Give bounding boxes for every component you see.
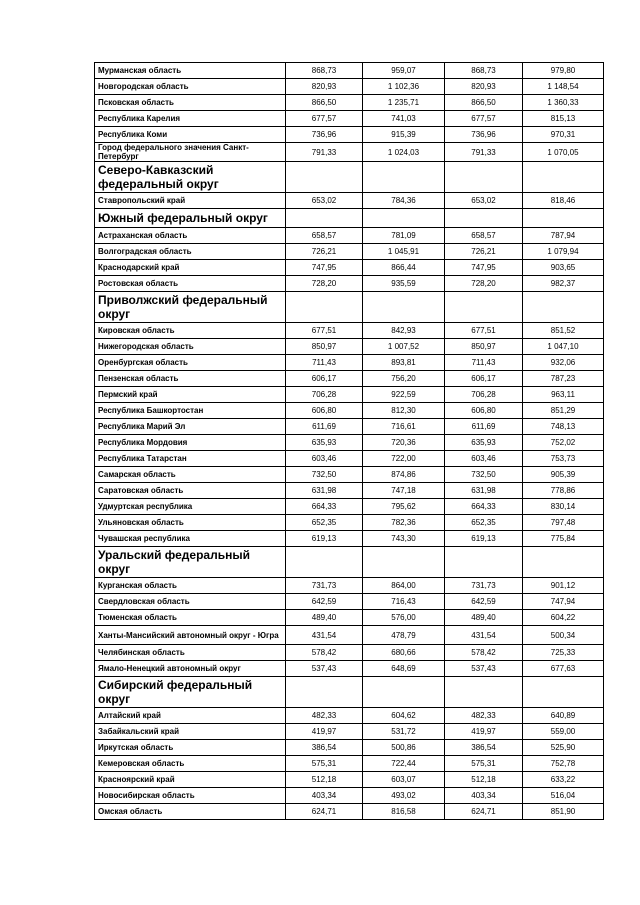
value-cell-4: 1 148,54 [523, 79, 604, 95]
value-cell-3: 578,42 [445, 645, 523, 661]
value-cell-2: 531,72 [363, 724, 445, 740]
region-name: Республика Марий Эл [95, 419, 286, 435]
value-cell-4: 775,84 [523, 531, 604, 547]
value-cell-4: 752,78 [523, 756, 604, 772]
value-cell-1: 652,35 [286, 515, 363, 531]
value-cell-4: 818,46 [523, 193, 604, 209]
value-cell-2 [363, 209, 445, 228]
table-row [95, 63, 604, 79]
region-name: Псковская область [95, 95, 286, 111]
region-name: Тюменская область [95, 610, 286, 626]
value-cell-2: 722,00 [363, 451, 445, 467]
value-cell-2: 935,59 [363, 276, 445, 292]
value-cell-2: 784,36 [363, 193, 445, 209]
value-cell-3: 868,73 [445, 63, 523, 79]
value-cell-4: 982,37 [523, 276, 604, 292]
region-name: Волгоградская область [95, 244, 286, 260]
value-cell-3 [445, 162, 523, 193]
table-row [95, 645, 604, 661]
value-cell-1: 866,50 [286, 95, 363, 111]
region-name: Республика Башкортостан [95, 403, 286, 419]
value-cell-1: 677,57 [286, 111, 363, 127]
value-cell-3 [445, 677, 523, 708]
value-cell-2: 842,93 [363, 323, 445, 339]
value-cell-2: 756,20 [363, 371, 445, 387]
value-cell-3: 677,51 [445, 323, 523, 339]
value-cell-2: 576,00 [363, 610, 445, 626]
value-cell-4: 748,13 [523, 419, 604, 435]
value-cell-1: 747,95 [286, 260, 363, 276]
value-cell-1: 711,43 [286, 355, 363, 371]
value-cell-1 [286, 677, 363, 708]
value-cell-3: 635,93 [445, 435, 523, 451]
value-cell-2: 1 045,91 [363, 244, 445, 260]
value-cell-1 [286, 547, 363, 578]
value-cell-2: 1 024,03 [363, 143, 445, 162]
value-cell-4: 525,90 [523, 740, 604, 756]
region-name: Иркутская область [95, 740, 286, 756]
value-cell-2: 874,86 [363, 467, 445, 483]
value-cell-1: 850,97 [286, 339, 363, 355]
district-name: Уральский федеральный округ [95, 547, 286, 578]
table-row [95, 371, 604, 387]
region-name: Красноярский край [95, 772, 286, 788]
value-cell-2: 781,09 [363, 228, 445, 244]
value-cell-4: 901,12 [523, 578, 604, 594]
table-row [95, 260, 604, 276]
value-cell-2: 680,66 [363, 645, 445, 661]
value-cell-1: 726,21 [286, 244, 363, 260]
table-row [95, 228, 604, 244]
value-cell-3: 664,33 [445, 499, 523, 515]
value-cell-4 [523, 209, 604, 228]
value-cell-2: 493,02 [363, 788, 445, 804]
table-row [95, 499, 604, 515]
district-name: Сибирский федеральный округ [95, 677, 286, 708]
value-cell-4: 905,39 [523, 467, 604, 483]
value-cell-1: 489,40 [286, 610, 363, 626]
table-body [95, 63, 604, 820]
region-name: Омская область [95, 804, 286, 820]
region-name: Ямало-Ненецкий автономный округ [95, 661, 286, 677]
value-cell-3 [445, 547, 523, 578]
value-cell-1: 512,18 [286, 772, 363, 788]
value-cell-4: 963,11 [523, 387, 604, 403]
table-row [95, 804, 604, 820]
value-cell-2: 782,36 [363, 515, 445, 531]
value-cell-1: 386,54 [286, 740, 363, 756]
value-cell-3: 850,97 [445, 339, 523, 355]
value-cell-1: 642,59 [286, 594, 363, 610]
value-cell-1: 653,02 [286, 193, 363, 209]
value-cell-2: 893,81 [363, 355, 445, 371]
region-name: Город федерального значения Санкт-Петербург [95, 143, 286, 162]
value-cell-3: 606,17 [445, 371, 523, 387]
table-row [95, 435, 604, 451]
district-header-row [95, 209, 604, 228]
value-cell-3: 512,18 [445, 772, 523, 788]
table-row [95, 127, 604, 143]
value-cell-3: 736,96 [445, 127, 523, 143]
region-name: Ханты-Мансийский автономный округ - Югра [95, 626, 286, 645]
region-name: Мурманская область [95, 63, 286, 79]
value-cell-4: 830,14 [523, 499, 604, 515]
value-cell-1: 606,80 [286, 403, 363, 419]
value-cell-4: 747,94 [523, 594, 604, 610]
region-name: Ульяновская область [95, 515, 286, 531]
value-cell-3: 732,50 [445, 467, 523, 483]
value-cell-1: 482,33 [286, 708, 363, 724]
value-cell-1: 578,42 [286, 645, 363, 661]
region-name: Забайкальский край [95, 724, 286, 740]
value-cell-1: 403,34 [286, 788, 363, 804]
value-cell-3: 611,69 [445, 419, 523, 435]
value-cell-4: 604,22 [523, 610, 604, 626]
value-cell-3: 652,35 [445, 515, 523, 531]
table-row [95, 772, 604, 788]
region-name: Удмуртская республика [95, 499, 286, 515]
value-cell-4 [523, 162, 604, 193]
value-cell-2: 922,59 [363, 387, 445, 403]
value-cell-2: 747,18 [363, 483, 445, 499]
table-row [95, 143, 604, 162]
value-cell-1: 537,43 [286, 661, 363, 677]
value-cell-4: 1 079,94 [523, 244, 604, 260]
district-header-row [95, 547, 604, 578]
value-cell-3: 791,33 [445, 143, 523, 162]
value-cell-2: 604,62 [363, 708, 445, 724]
table-row [95, 578, 604, 594]
district-header-row [95, 162, 604, 193]
value-cell-2: 1 102,36 [363, 79, 445, 95]
value-cell-3: 575,31 [445, 756, 523, 772]
value-cell-4: 753,73 [523, 451, 604, 467]
value-cell-4 [523, 292, 604, 323]
table-row [95, 95, 604, 111]
region-name: Оренбургская область [95, 355, 286, 371]
value-cell-3: 706,28 [445, 387, 523, 403]
value-cell-4: 640,89 [523, 708, 604, 724]
value-cell-3: 866,50 [445, 95, 523, 111]
value-cell-4: 1 047,10 [523, 339, 604, 355]
value-cell-4 [523, 547, 604, 578]
region-name: Чувашская республика [95, 531, 286, 547]
value-cell-2 [363, 677, 445, 708]
value-cell-4: 970,31 [523, 127, 604, 143]
value-cell-2: 500,86 [363, 740, 445, 756]
region-name: Пензенская область [95, 371, 286, 387]
table-row [95, 193, 604, 209]
value-cell-2: 816,58 [363, 804, 445, 820]
table-row [95, 610, 604, 626]
region-name: Ростовская область [95, 276, 286, 292]
table-row [95, 531, 604, 547]
value-cell-4: 778,86 [523, 483, 604, 499]
table-row [95, 740, 604, 756]
value-cell-3: 403,34 [445, 788, 523, 804]
value-cell-1: 664,33 [286, 499, 363, 515]
value-cell-3 [445, 209, 523, 228]
table-row [95, 339, 604, 355]
district-header-row [95, 677, 604, 708]
table-row [95, 403, 604, 419]
value-cell-1: 624,71 [286, 804, 363, 820]
value-cell-1: 658,57 [286, 228, 363, 244]
table-row [95, 483, 604, 499]
value-cell-2: 1 235,71 [363, 95, 445, 111]
value-cell-1: 603,46 [286, 451, 363, 467]
value-cell-4: 1 070,05 [523, 143, 604, 162]
value-cell-4: 516,04 [523, 788, 604, 804]
value-cell-3: 619,13 [445, 531, 523, 547]
value-cell-1: 611,69 [286, 419, 363, 435]
value-cell-4: 851,90 [523, 804, 604, 820]
value-cell-3: 726,21 [445, 244, 523, 260]
value-cell-4: 851,52 [523, 323, 604, 339]
value-cell-2: 603,07 [363, 772, 445, 788]
value-cell-3: 642,59 [445, 594, 523, 610]
value-cell-3: 728,20 [445, 276, 523, 292]
value-cell-3: 489,40 [445, 610, 523, 626]
value-cell-3 [445, 292, 523, 323]
value-cell-3: 658,57 [445, 228, 523, 244]
region-name: Челябинская область [95, 645, 286, 661]
value-cell-2: 915,39 [363, 127, 445, 143]
table-row [95, 788, 604, 804]
region-name: Новгородская область [95, 79, 286, 95]
value-cell-3: 537,43 [445, 661, 523, 677]
value-cell-1: 431,54 [286, 626, 363, 645]
value-cell-1: 736,96 [286, 127, 363, 143]
value-cell-1: 820,93 [286, 79, 363, 95]
value-cell-4: 787,23 [523, 371, 604, 387]
region-name: Ставропольский край [95, 193, 286, 209]
region-name: Алтайский край [95, 708, 286, 724]
value-cell-2: 722,44 [363, 756, 445, 772]
value-cell-1: 677,51 [286, 323, 363, 339]
value-cell-1: 575,31 [286, 756, 363, 772]
table-row [95, 276, 604, 292]
district-name: Северо-Кавказский федеральный округ [95, 162, 286, 193]
value-cell-1: 619,13 [286, 531, 363, 547]
table-row [95, 355, 604, 371]
value-cell-4: 725,33 [523, 645, 604, 661]
value-cell-4: 633,22 [523, 772, 604, 788]
value-cell-2: 743,30 [363, 531, 445, 547]
value-cell-1: 635,93 [286, 435, 363, 451]
value-cell-4 [523, 677, 604, 708]
value-cell-1: 728,20 [286, 276, 363, 292]
value-cell-3: 624,71 [445, 804, 523, 820]
region-name: Самарская область [95, 467, 286, 483]
region-name: Новосибирская область [95, 788, 286, 804]
value-cell-2: 741,03 [363, 111, 445, 127]
value-cell-3: 386,54 [445, 740, 523, 756]
value-cell-3: 431,54 [445, 626, 523, 645]
table-row [95, 756, 604, 772]
table-row [95, 244, 604, 260]
value-cell-1: 791,33 [286, 143, 363, 162]
region-name: Пермский край [95, 387, 286, 403]
region-name: Астраханская область [95, 228, 286, 244]
value-cell-4: 851,29 [523, 403, 604, 419]
region-name: Республика Карелия [95, 111, 286, 127]
value-cell-1: 731,73 [286, 578, 363, 594]
table-row [95, 451, 604, 467]
value-cell-4: 677,63 [523, 661, 604, 677]
region-name: Свердловская область [95, 594, 286, 610]
table-row [95, 626, 604, 645]
value-cell-1: 868,73 [286, 63, 363, 79]
table-row [95, 515, 604, 531]
value-cell-4: 903,65 [523, 260, 604, 276]
value-cell-4: 979,80 [523, 63, 604, 79]
value-cell-1: 631,98 [286, 483, 363, 499]
table-row [95, 323, 604, 339]
value-cell-3: 482,33 [445, 708, 523, 724]
value-cell-3: 711,43 [445, 355, 523, 371]
value-cell-4: 797,48 [523, 515, 604, 531]
value-cell-3: 419,97 [445, 724, 523, 740]
value-cell-3: 653,02 [445, 193, 523, 209]
value-cell-2: 959,07 [363, 63, 445, 79]
value-cell-2 [363, 547, 445, 578]
table-row [95, 724, 604, 740]
value-cell-4: 1 360,33 [523, 95, 604, 111]
region-name: Республика Коми [95, 127, 286, 143]
district-name: Приволжский федеральный округ [95, 292, 286, 323]
table-row [95, 419, 604, 435]
value-cell-1: 606,17 [286, 371, 363, 387]
value-cell-3: 677,57 [445, 111, 523, 127]
value-cell-4: 500,34 [523, 626, 604, 645]
value-cell-2: 866,44 [363, 260, 445, 276]
region-name: Кировская область [95, 323, 286, 339]
value-cell-2: 478,79 [363, 626, 445, 645]
value-cell-2: 648,69 [363, 661, 445, 677]
value-cell-2 [363, 162, 445, 193]
value-cell-1: 706,28 [286, 387, 363, 403]
value-cell-1 [286, 209, 363, 228]
value-cell-4: 815,13 [523, 111, 604, 127]
value-cell-4: 787,94 [523, 228, 604, 244]
table-row [95, 594, 604, 610]
value-cell-2: 795,62 [363, 499, 445, 515]
table-row [95, 387, 604, 403]
table-row [95, 661, 604, 677]
region-name: Саратовская область [95, 483, 286, 499]
tariff-table [94, 62, 604, 820]
table-row [95, 708, 604, 724]
table-row [95, 111, 604, 127]
value-cell-2: 864,00 [363, 578, 445, 594]
region-name: Республика Мордовия [95, 435, 286, 451]
district-name: Южный федеральный округ [95, 209, 286, 228]
value-cell-4: 559,00 [523, 724, 604, 740]
value-cell-2: 1 007,52 [363, 339, 445, 355]
value-cell-4: 932,06 [523, 355, 604, 371]
value-cell-3: 606,80 [445, 403, 523, 419]
table-row [95, 467, 604, 483]
value-cell-1: 419,97 [286, 724, 363, 740]
region-name: Нижегородская область [95, 339, 286, 355]
value-cell-3: 603,46 [445, 451, 523, 467]
value-cell-2: 716,61 [363, 419, 445, 435]
value-cell-3: 820,93 [445, 79, 523, 95]
value-cell-1 [286, 292, 363, 323]
region-name: Курганская область [95, 578, 286, 594]
value-cell-1: 732,50 [286, 467, 363, 483]
value-cell-3: 631,98 [445, 483, 523, 499]
region-name: Краснодарский край [95, 260, 286, 276]
value-cell-2: 716,43 [363, 594, 445, 610]
region-name: Кемеровская область [95, 756, 286, 772]
district-header-row [95, 292, 604, 323]
value-cell-2: 720,36 [363, 435, 445, 451]
value-cell-2: 812,30 [363, 403, 445, 419]
table-row [95, 79, 604, 95]
value-cell-3: 731,73 [445, 578, 523, 594]
value-cell-4: 752,02 [523, 435, 604, 451]
value-cell-1 [286, 162, 363, 193]
value-cell-2 [363, 292, 445, 323]
region-name: Республика Татарстан [95, 451, 286, 467]
value-cell-3: 747,95 [445, 260, 523, 276]
